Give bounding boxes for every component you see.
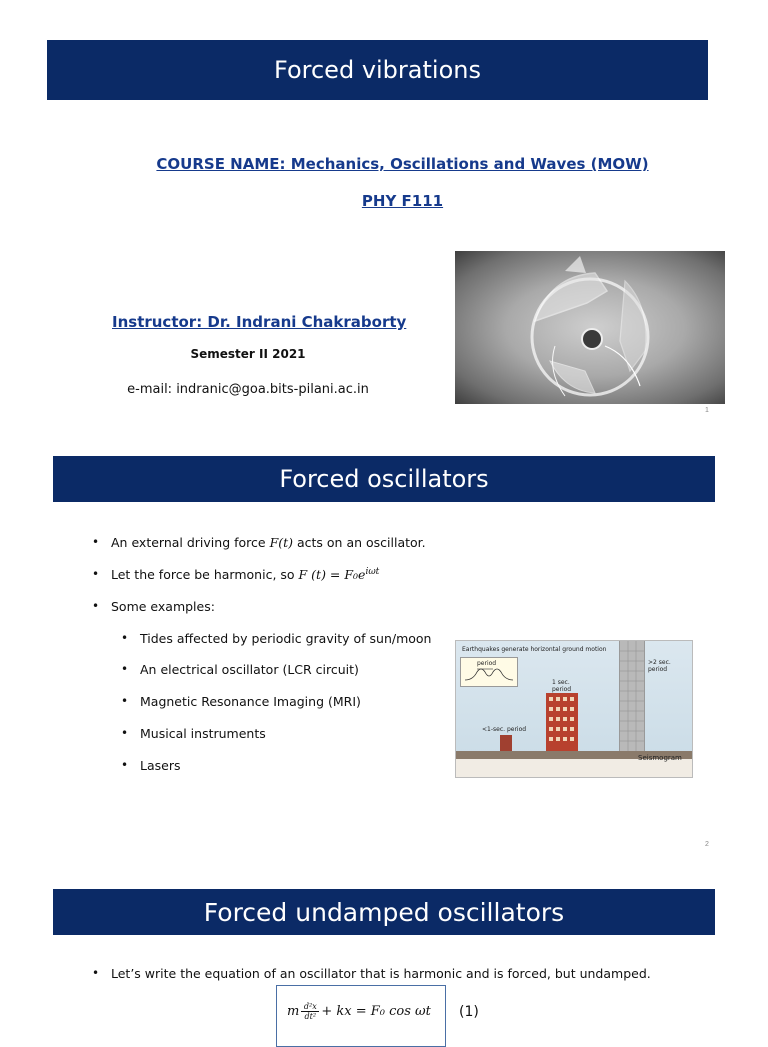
equation-number: (1)	[459, 1004, 479, 1020]
bullet-examples: • Some examples:	[111, 599, 215, 614]
example-lasers: • Lasers	[140, 758, 180, 773]
earthquake-figure: Earthquakes generate horizontal ground motion period >2 sec. period 1 sec. period <1-sec. period Seismogram	[455, 640, 693, 778]
bullet-harmonic-force: • Let the force be harmonic, so F $(t) = F_0e^{i\omega t}$	[111, 567, 379, 582]
equation-fraction: d²x dt²	[301, 1002, 319, 1021]
slide3-title-banner	[53, 889, 715, 935]
quake-caption: Earthquakes generate horizontal ground motion	[462, 646, 607, 653]
course-name: COURSE NAME: Mechanics, Oscillations and Waves (MOW)	[156, 155, 649, 173]
slide2-title-banner	[53, 456, 715, 502]
example-musical: • Musical instruments	[140, 726, 266, 741]
tall-building	[619, 641, 645, 751]
slide1-title-banner	[47, 40, 708, 100]
tall-building-windows	[620, 641, 644, 751]
slide3-title: Forced undamped oscillators	[203, 897, 565, 927]
course-code: PHY F111	[361, 192, 444, 210]
semester: Semester II 2021	[190, 347, 306, 361]
slide2-number: 2	[705, 841, 709, 848]
ground	[456, 751, 692, 777]
example-lcr: • An electrical oscillator (LCR circuit)	[140, 662, 359, 677]
small-building	[500, 735, 512, 751]
bullet-driving-force: • An external driving force F(t) acts on an oscillator.	[111, 535, 426, 550]
example-mri: • Magnetic Resonance Imaging (MRI)	[140, 694, 361, 709]
email: e-mail: indranic@goa.bits-pilani.ac.in	[127, 382, 369, 397]
period-box: period	[460, 657, 518, 687]
broken-glass-photo	[455, 251, 725, 404]
equation-box	[276, 985, 446, 1047]
slide2-title: Forced oscillators	[279, 465, 489, 493]
instructor-name: Instructor: Dr. Indrani Chakraborty	[112, 313, 407, 331]
slide1-title: Forced vibrations	[274, 56, 481, 84]
seismogram-label: Seismogram	[638, 754, 682, 762]
medium-building-windows	[546, 693, 578, 751]
example-tides: • Tides affected by periodic gravity of sun/moon	[140, 631, 431, 646]
bullet-undamped-equation: • Let’s write the equation of an oscillator that is harmonic and is forced, but undamped.	[111, 966, 651, 981]
slide1-number: 1	[705, 407, 709, 414]
broken-glass-illustration	[455, 251, 725, 404]
period-wave-icon	[461, 658, 517, 686]
medium-building	[546, 693, 578, 751]
equation: m d²x dt² + kx = F₀ cos ωt	[287, 1002, 431, 1021]
